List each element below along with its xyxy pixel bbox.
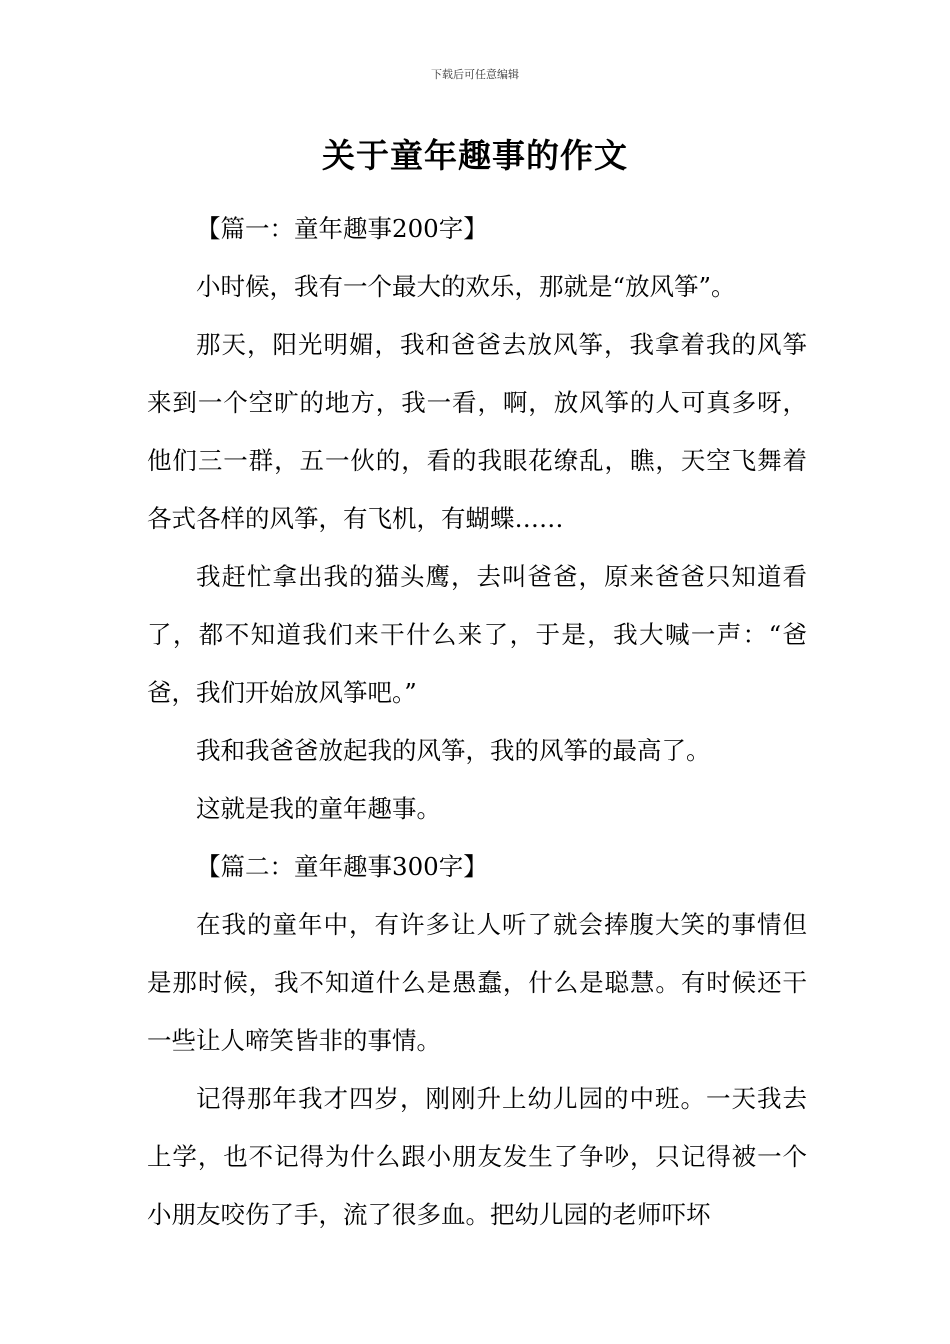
header-note: 下载后可任意编辑 <box>431 68 519 81</box>
paragraph: 这就是我的童年趣事。 <box>196 794 441 823</box>
paragraph: 记得那年我才四岁，刚刚升上幼儿园的中班。一天我去上学，也不记得为什么跟小朋友发生了争吵，只记得被一个小朋友咬伤了手，流了很多血。把幼儿园的老师吓坏 <box>147 1084 807 1229</box>
document-body <box>147 200 807 1244</box>
document-title: 关于童年趣事的作文 <box>322 136 628 175</box>
paragraph: 那天，阳光明媚，我和爸爸去放风筝，我拿着我的风筝来到一个空旷的地方，我一看，啊，放风筝的人可真多呀，他们三一群，五一伙的，看的我眼花缭乱，瞧，天空飞舞着各式各样的风筝，有飞机，有蝴蝶…… <box>147 330 807 533</box>
paragraph: 我和我爸爸放起我的风筝，我的风筝的最高了。 <box>196 736 711 765</box>
paragraph: 我赶忙拿出我的猫头鹰，去叫爸爸，原来爸爸只知道看了，都不知道我们来干什么来了，于是，我大喊一声：“爸爸，我们开始放风筝吧。” <box>147 562 807 707</box>
section-heading-2: 【篇二：童年趣事300字】 <box>196 852 488 881</box>
paragraph: 在我的童年中，有许多让人听了就会捧腹大笑的事情但是那时候，我不知道什么是愚蠢，什么是聪慧。有时候还干一些让人啼笑皆非的事情。 <box>147 910 807 1055</box>
paragraph: 小时候，我有一个最大的欢乐，那就是“放风筝”。 <box>196 272 736 301</box>
section-heading-1: 【篇一：童年趣事200字】 <box>196 214 488 243</box>
